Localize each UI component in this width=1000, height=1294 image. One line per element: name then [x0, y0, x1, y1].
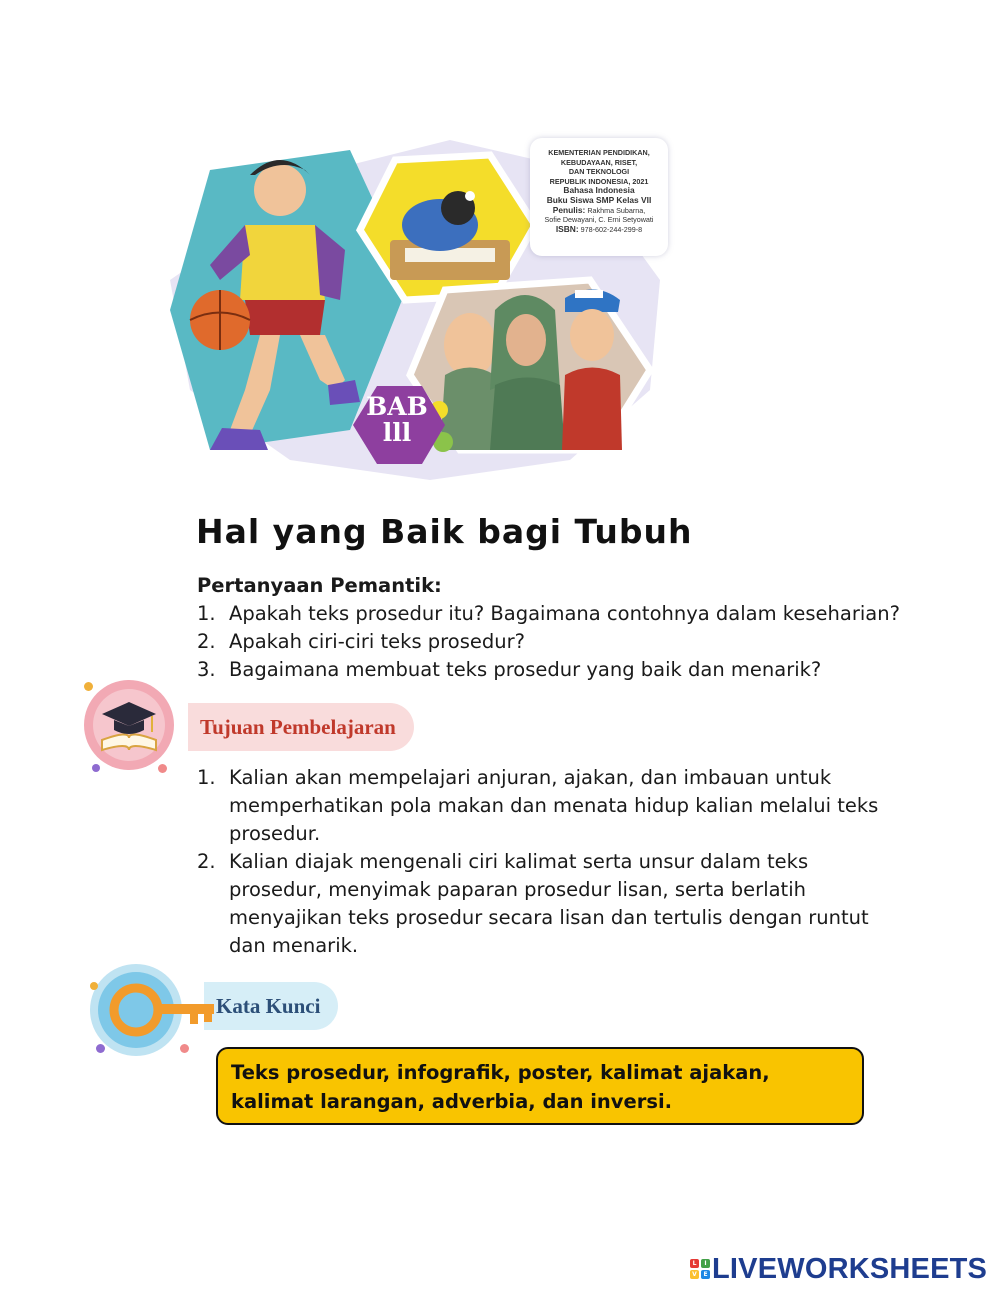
item-number: 1.	[197, 766, 216, 789]
item-text: Kalian diajak mengenali ciri kalimat serta unsur dalam teks prosedur, menyimak paparan prosedur lisan, serta berlatih menyajikan teks prosedur secara lisan dan tertulis dengan runtut dan menarik.	[229, 850, 869, 957]
keywords-section-badge	[86, 960, 366, 1060]
chapter-number: lll	[382, 418, 412, 447]
decor-dot	[92, 764, 100, 772]
book-title: Buku Siswa SMP Kelas VII	[546, 194, 652, 205]
chapter-illustration	[150, 130, 680, 490]
key-shape-icon	[90, 964, 240, 1056]
logo-grid-icon	[690, 1259, 710, 1279]
decor-dot	[180, 1044, 189, 1053]
item-number: 2.	[197, 630, 216, 653]
decor-dot	[158, 764, 167, 773]
isbn-value: 978-602-244-299-8	[580, 224, 643, 234]
logo-cell: E	[701, 1270, 710, 1279]
decor-dot	[84, 682, 93, 691]
item-number: 1.	[197, 602, 216, 625]
item-text: Apakah teks prosedur itu? Bagaimana contohnya dalam keseharian?	[229, 602, 900, 625]
book-subject: Bahasa Indonesia	[563, 185, 635, 196]
publisher-line-2: KEBUDAYAAN, RISET,	[560, 157, 638, 167]
item-text: Kalian akan mempelajari anjuran, ajakan, dan imbauan untuk memperhatikan pola makan dan menata hidup kalian melalui teks prosedur.	[229, 766, 879, 845]
decor-dot	[96, 1044, 105, 1053]
item-number: 2.	[197, 850, 216, 873]
list-item	[197, 628, 917, 656]
questions-heading: Pertanyaan Pemantik:	[197, 574, 442, 597]
decor-dot	[90, 982, 98, 990]
objectives-list	[197, 764, 887, 960]
objectives-label: Tujuan Pembelajaran	[188, 703, 414, 751]
liveworksheets-logo[interactable]	[690, 1252, 990, 1286]
publisher-line-4: REPUBLIK INDONESIA, 2021	[549, 176, 649, 186]
book-info-card	[530, 138, 668, 256]
keywords-label: Kata Kunci	[204, 982, 338, 1030]
keywords-box: Teks prosedur, infografik, poster, kalimat ajakan, kalimat larangan, adverbia, dan inversi.	[216, 1047, 864, 1125]
authors-names-1: Rakhma Subarna,	[587, 205, 646, 215]
isbn-label: ISBN:	[555, 223, 579, 234]
logo-cell: L	[690, 1259, 699, 1268]
list-item	[197, 848, 887, 960]
item-text: Bagaimana membuat teks prosedur yang baik dan menarik?	[229, 658, 822, 681]
logo-cell: V	[690, 1270, 699, 1279]
logo-text: LIVEWORKSHEETS	[712, 1253, 988, 1285]
publisher-line-1: KEMENTERIAN PENDIDIKAN,	[548, 148, 650, 157]
list-item	[197, 600, 917, 628]
item-text: Apakah ciri-ciri teks prosedur?	[229, 630, 525, 653]
graduation-icon	[84, 680, 174, 770]
publisher-line-3: DAN TEKNOLOGI	[568, 167, 630, 177]
page-title: Hal yang Baik bagi Tubuh	[196, 512, 693, 551]
chapter-badge	[347, 380, 457, 470]
authors-line-1	[530, 206, 668, 216]
list-item	[197, 764, 887, 848]
chapter-label	[347, 394, 447, 446]
graduation-cap-book-icon	[84, 680, 174, 770]
authors-label: Penulis:	[552, 204, 586, 215]
logo-cell: I	[701, 1259, 710, 1268]
item-number: 3.	[197, 658, 216, 681]
key-icon	[90, 964, 182, 1056]
chapter-word: BAB	[366, 392, 428, 421]
authors-line-2: Sofie Dewayani, C. Erni Setyowati	[544, 215, 654, 225]
isbn-line	[530, 225, 668, 235]
